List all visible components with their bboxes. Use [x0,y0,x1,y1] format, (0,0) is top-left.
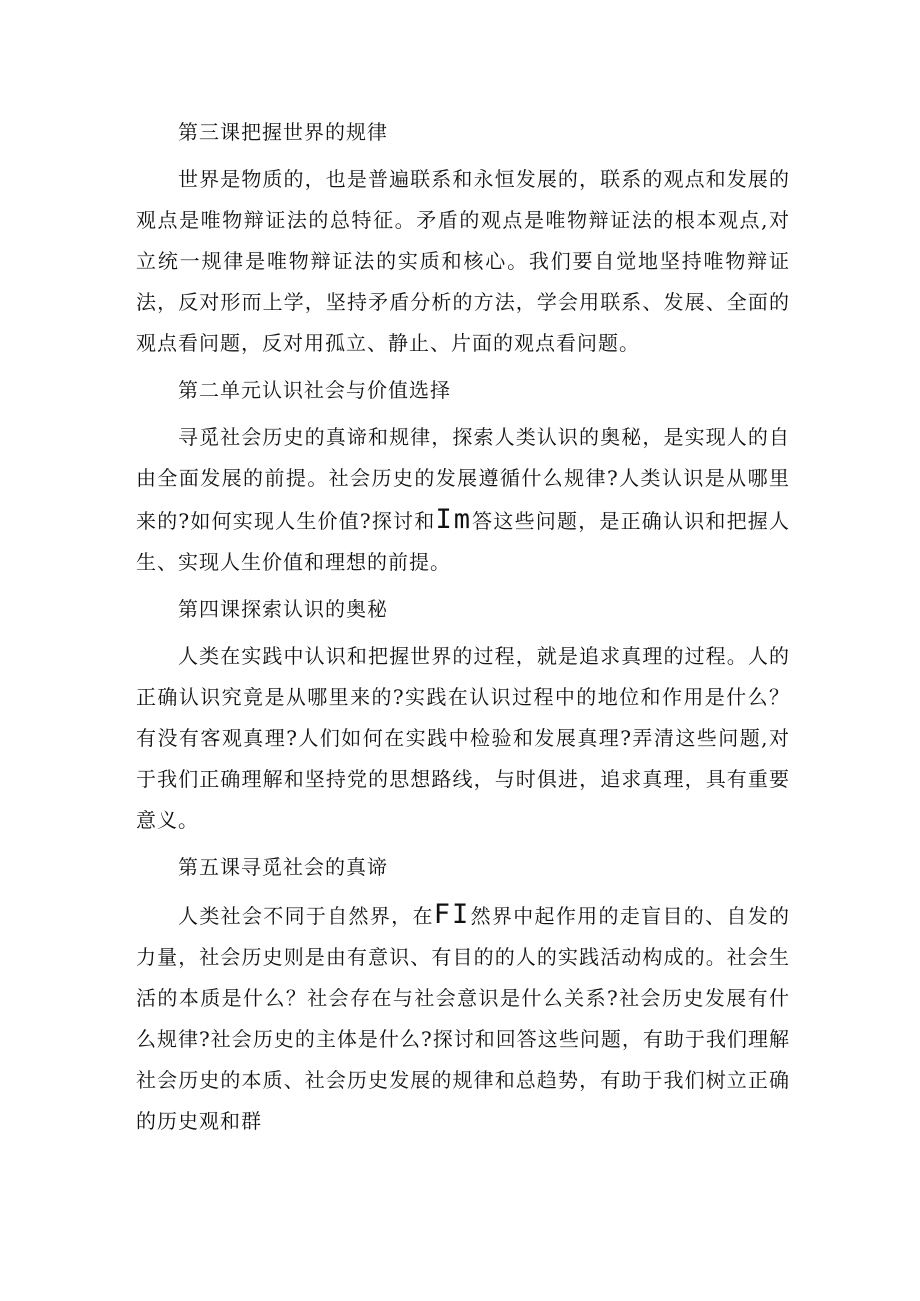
paragraph-text-after: 然界中起作用的走盲目的、自发的力量，社会历史则是由有意识、有目的的人的实践活动构成的。社会生活的本质是什么？社会存在与社会意识是什么关系?社会历史发展有什么规律?社会历史的主体是什么?探讨和回答这些问题，有助于我们理解社会历史的本质、社会历史发展的规律和总趋势，有助于我们树立正确的历史观和群 [136,904,791,1133]
paragraph-text-before: 人类社会不同于自然界，在 [178,904,434,928]
heading-lesson-3: 第三课把握世界的规律 [178,120,388,144]
paragraph-cognition: 人类在实践中认识和把握世界的过程，就是追求真理的过程。人的正确认识究竟是从哪里来的?实践在认识过程中的地位和作用是什么？有没有客观真理?人们如何在实践中检验和发展真理?弄清这些问题,对于我们正确理解和坚持党的思想路线，与时俱进，追求真理，具有重要意义。 [136,644,790,832]
ocr-artifact-text: Im [435,504,472,535]
heading-lesson-4: 第四课探索认识的奥秘 [178,597,388,621]
heading-unit-2: 第二单元认识社会与价值选择 [178,378,451,402]
heading-lesson-5: 第五课寻觅社会的真谛 [178,855,388,879]
document-body [136,112,790,1148]
paragraph-text-after: 答这些问题，是正确认识和把握人生、实现人生价值和理想的前提。 [136,509,790,574]
paragraph-dialectics: 世界是物质的，也是普遍联系和永恒发展的，联系的观点和发展的观点是唯物辩证法的总特征。矛盾的观点是唯物辩证法的根本观点,对立统一规律是唯物辩证法的实质和核心。我们要自觉地坚持唯物辩证法，反对形而上学，坚持矛盾分析的方法，学会用联系、发展、全面的观点看问题，反对用孤立、静止、片面的观点看问题。 [136,167,790,355]
paragraph-society [136,894,790,1142]
ocr-artifact-text: FI [433,899,471,930]
paragraph-unit-2-intro [136,417,790,583]
paragraph-text-before: 寻觅社会历史的真谛和规律，探索人类认识的奥秘，是实现人的自由全面发展的前提。社会历史的发展遵循什么规律?人类认识是从哪里来的?如何实现人生价值?探讨和 [136,425,790,533]
